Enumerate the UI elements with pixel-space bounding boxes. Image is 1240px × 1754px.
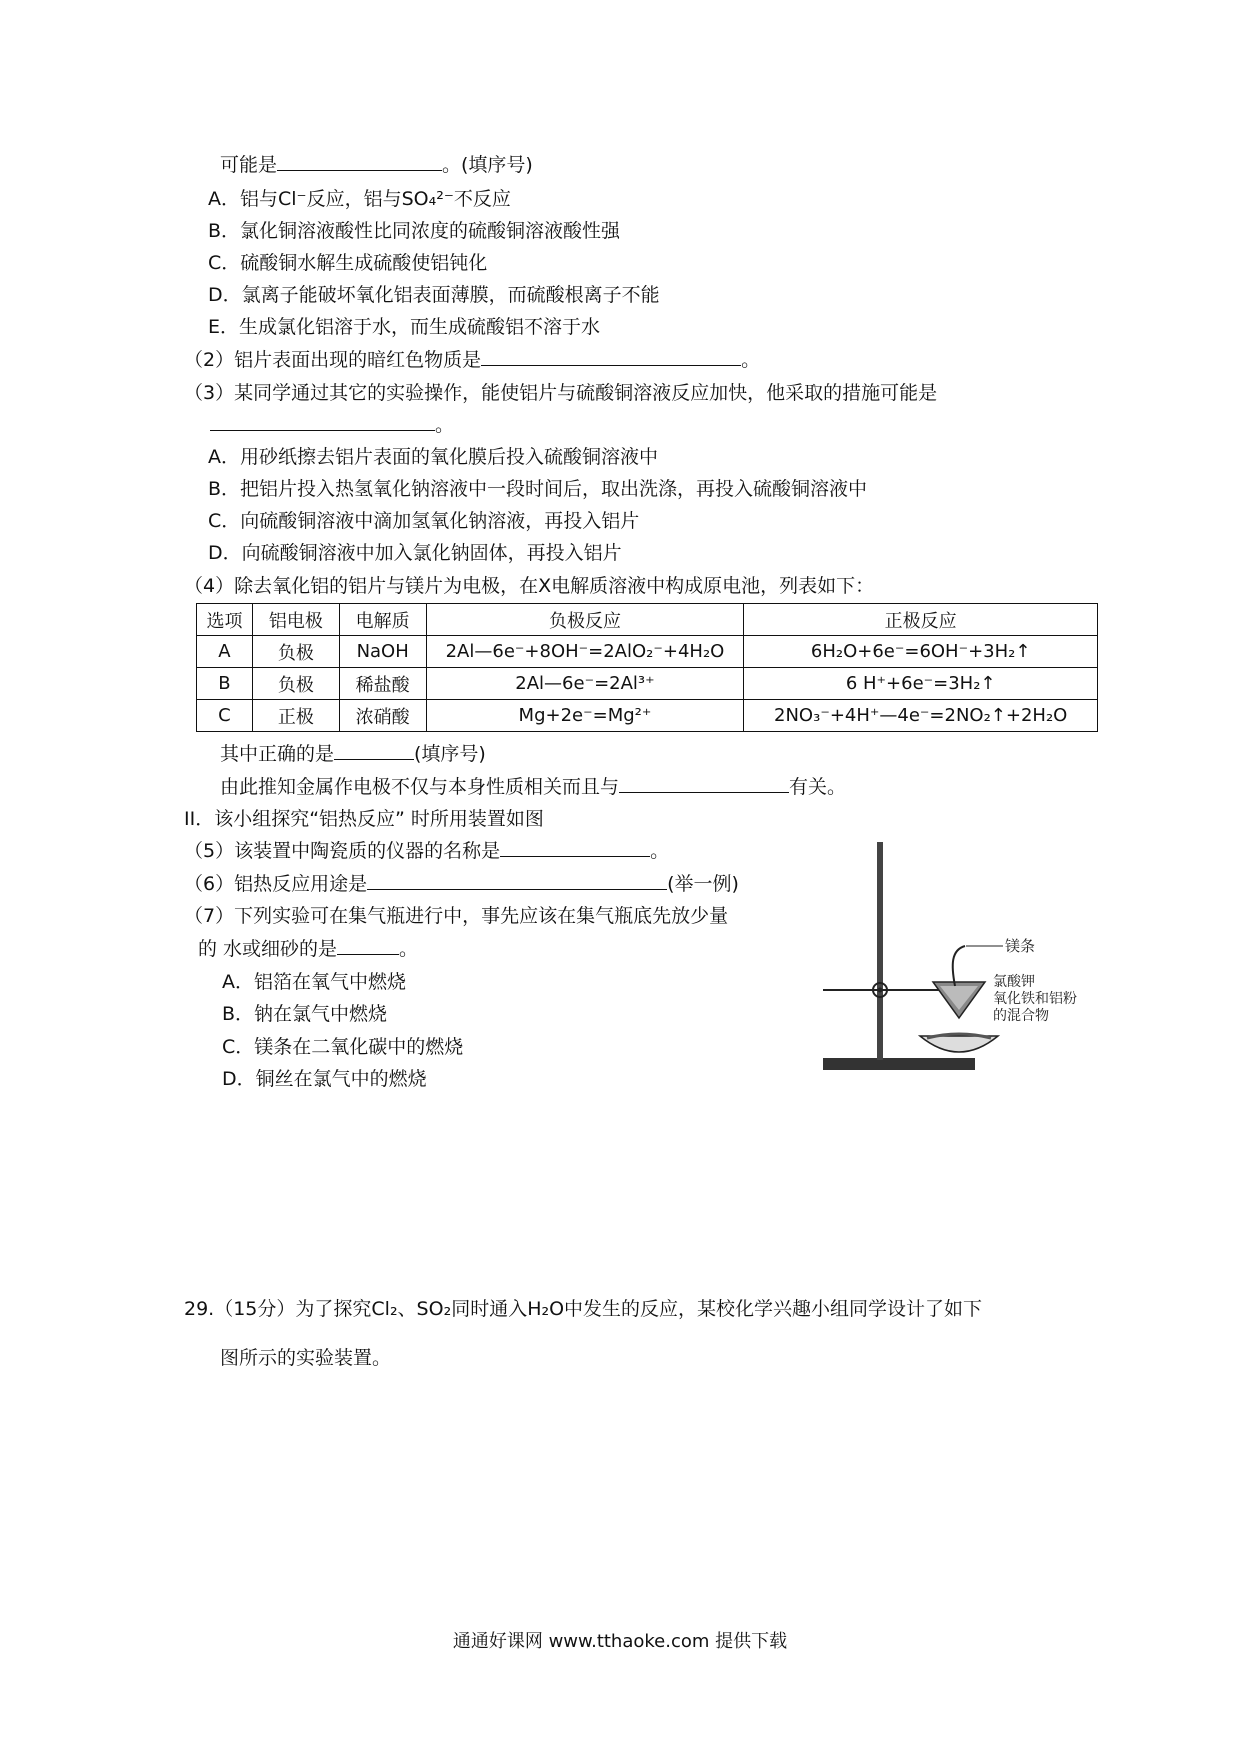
part2-line: II．该小组探究“铝热反应” 时所用装置如图 — [184, 808, 544, 830]
q3-option-a: A．用砂纸擦去铝片表面的氧化膜后投入硫酸铜溶液中 — [208, 446, 658, 468]
q3-option-d: D．向硫酸铜溶液中加入氯化钠固体，再投入铝片 — [208, 542, 622, 564]
q1-option-d: D．氯离子能破坏氧化铝表面薄膜，而硫酸根离子不能 — [208, 284, 660, 306]
table-row — [197, 668, 1098, 700]
q3-line: （3）某同学通过其它的实验操作，能使铝片与硫酸铜溶液反应加快，他采取的措施可能是 — [184, 382, 938, 404]
q7-option-d: D．铜丝在氯气中的燃烧 — [222, 1068, 427, 1090]
table-cell: 负极 — [252, 636, 339, 668]
table-cell: 2NO₃⁻+4H⁺—4e⁻=2NO₂↑+2H₂O — [744, 700, 1098, 732]
q1-answer-blank[interactable] — [277, 152, 442, 171]
q7-answer-blank[interactable] — [337, 936, 399, 955]
table-cell: NaOH — [339, 636, 426, 668]
table-row — [197, 636, 1098, 668]
q3-option-c: C．向硫酸铜溶液中滴加氢氧化钠溶液，再投入铝片 — [208, 510, 640, 532]
q7-option-b: B．钠在氯气中燃烧 — [222, 1003, 388, 1025]
q4-line: （4）除去氧化铝的铝片与镁片为电极，在X电解质溶液中构成原电池，列表如下： — [184, 575, 875, 597]
table-cell: C — [197, 700, 253, 732]
q7-line2: 的 水或细砂的是 。 — [198, 938, 419, 960]
q6-line: （6）铝热反应用途是 (举一例) — [184, 873, 739, 895]
table-cell: 正极 — [252, 700, 339, 732]
q5-answer-blank[interactable] — [500, 838, 650, 857]
label-mix-1: 氯酸钾 — [993, 974, 1035, 990]
table-cell: 6 H⁺+6e⁻=3H₂↑ — [744, 668, 1098, 700]
table-header: 负极反应 — [426, 604, 744, 636]
table-cell: 2Al—6e⁻+8OH⁻=2AlO₂⁻+4H₂O — [426, 636, 744, 668]
q1-option-b: B．氯化铜溶液酸性比同浓度的硫酸铜溶液酸性强 — [208, 220, 621, 242]
table-cell: 稀盐酸 — [339, 668, 426, 700]
q7-line1: （7）下列实验可在集气瓶进行中，事先应该在集气瓶底先放少量 — [184, 905, 729, 927]
table-cell: 浓硝酸 — [339, 700, 426, 732]
q2-answer-blank[interactable] — [481, 347, 741, 366]
q4-correct-line: 其中正确的是 (填序号) — [220, 743, 486, 765]
q2-line: （2）铝片表面出现的暗红色物质是 。 — [184, 349, 761, 371]
table-header: 铝电极 — [252, 604, 339, 636]
page-footer: 通通好课网 www.tthaoke.com 提供下载 — [452, 1631, 788, 1652]
thermite-apparatus-figure — [815, 840, 1077, 1080]
q1-option-e: E．生成氯化铝溶于水，而生成硫酸铝不溶于水 — [208, 316, 601, 338]
electrode-table — [196, 603, 1098, 732]
table-header-row — [197, 604, 1098, 636]
table-cell: B — [197, 668, 253, 700]
q1-option-c: C．硫酸铜水解生成硫酸使铝钝化 — [208, 252, 488, 274]
q4-infer-blank[interactable] — [619, 774, 789, 793]
magnesium-strip — [953, 946, 965, 986]
stand-rod — [877, 842, 883, 1060]
q3-answer-blank[interactable] — [210, 412, 435, 431]
stand-base — [823, 1058, 975, 1070]
table-cell: 2Al—6e⁻=2Al³⁺ — [426, 668, 744, 700]
q3-option-b: B．把铝片投入热氢氧化钠溶液中一段时间后，取出洗涤，再投入硫酸铜溶液中 — [208, 478, 868, 500]
q3-answer-line: 。 — [210, 412, 454, 438]
label-mix-3: 的混合物 — [993, 1008, 1049, 1024]
q1-option-a: A．铝与Cl⁻反应，铝与SO₄²⁻不反应 — [208, 188, 511, 210]
q4-correct-blank[interactable] — [334, 741, 414, 760]
q7-option-a: A．铝箔在氧气中燃烧 — [222, 971, 406, 993]
q5-line: （5）该装置中陶瓷质的仪器的名称是 。 — [184, 840, 670, 862]
q7-option-c: C．镁条在二氧化碳中的燃烧 — [222, 1036, 464, 1058]
q29-line1: 29.（15分）为了探究Cl₂、SO₂同时通入H₂O中发生的反应，某校化学兴趣小组同学设计了如下 — [184, 1298, 983, 1320]
table-cell: A — [197, 636, 253, 668]
table-cell: 6H₂O+6e⁻=6OH⁻+3H₂↑ — [744, 636, 1098, 668]
clamp-screw-icon — [878, 988, 883, 993]
table-header: 选项 — [197, 604, 253, 636]
q29-line2: 图所示的实验装置。 — [220, 1347, 392, 1369]
q6-answer-blank[interactable] — [367, 871, 667, 890]
table-row — [197, 700, 1098, 732]
table-cell: Mg+2e⁻=Mg²⁺ — [426, 700, 744, 732]
table-header: 电解质 — [339, 604, 426, 636]
label-mg: 镁条 — [1005, 937, 1036, 955]
q4-infer-line: 由此推知金属作电极不仅与本身性质相关而且与 有关。 — [220, 776, 847, 798]
label-mix-2: 氧化铁和铝粉 — [993, 991, 1077, 1007]
q1-tail: 可能是 。(填序号) — [220, 154, 533, 176]
table-header: 正极反应 — [744, 604, 1098, 636]
table-cell: 负极 — [252, 668, 339, 700]
